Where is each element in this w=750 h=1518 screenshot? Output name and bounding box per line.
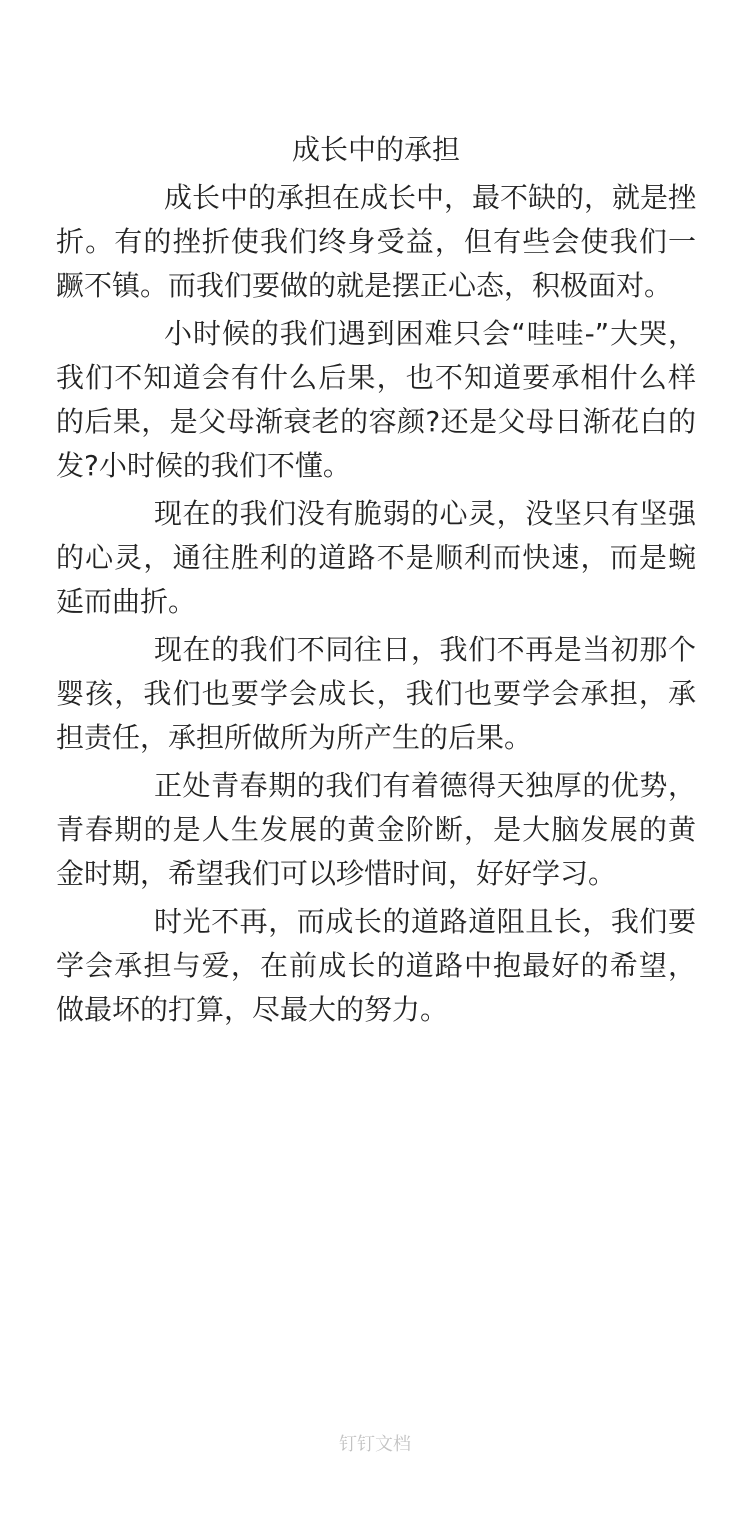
- document-title: 成长中的承担: [291, 133, 460, 166]
- watermark-footer: 钉钉文档: [339, 1434, 411, 1455]
- paragraph-2: 小时候的我们遇到困难只会“哇哇-”大哭，我们不知道会有什么后果，也不知道要承相什么样的后果，是父母渐衰老的容颜?还是父母日渐花白的发?小时候的我们不懂。: [56, 317, 696, 482]
- paragraph-4: 现在的我们不同往日，我们不再是当初那个婴孩，我们也要学会成长，我们也要学会承担，承担责任，承担所做所为所产生的后果。: [56, 633, 696, 754]
- paragraph-1: 成长中的承担在成长中，最不缺的，就是挫折。有的挫折使我们终身受益，但有些会使我们一蹶不镇。而我们要做的就是摆正心态，积极面对。: [56, 181, 697, 302]
- paragraph-6: 时光不再，而成长的道路道阻且长，我们要学会承担与爱，在前成长的道路中抱最好的希望，做最坏的打算，尽最大的努力。: [56, 905, 696, 1026]
- paragraph-3: 现在的我们没有脆弱的心灵，没坚只有坚强的心灵，通往胜利的道路不是顺利而快速，而是蜿延而曲折。: [56, 497, 696, 618]
- paragraph-5: 正处青春期的我们有着德得天独厚的优势，青春期的是人生发展的黄金阶断，是大脑发展的黄金时期，希望我们可以珍惜时间，好好学习。: [56, 769, 696, 890]
- document-body: [56, 128, 696, 1036]
